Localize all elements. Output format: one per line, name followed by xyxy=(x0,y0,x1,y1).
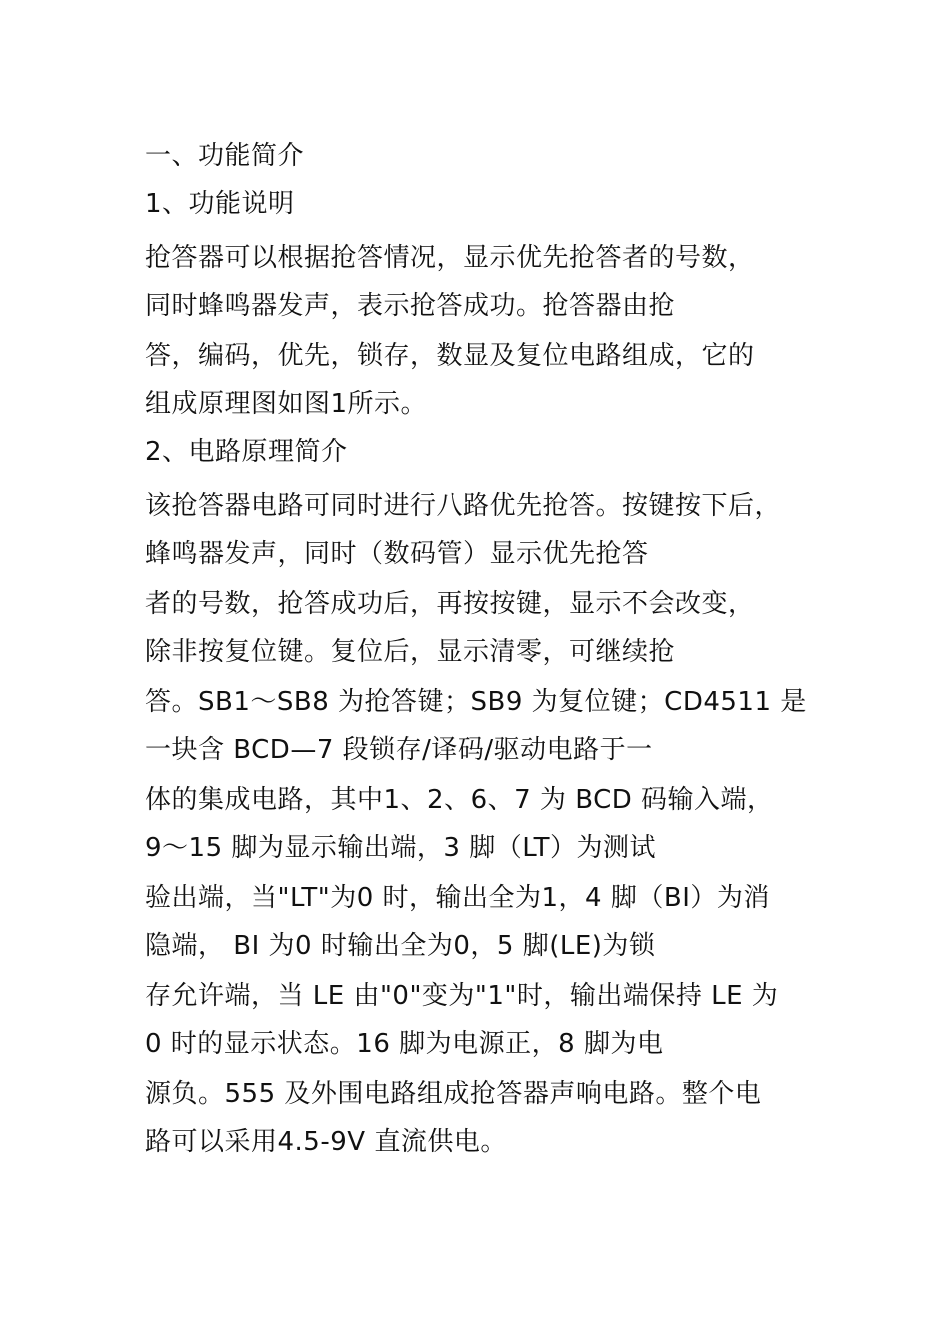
text-line: 验出端，当"LT"为0 时，输出全为1，4 脚（BI）为消 xyxy=(145,883,770,913)
text-line: 除非按复位键。复位后，显示清零，可继续抢 xyxy=(145,637,676,667)
text-line: 源负。555 及外围电路组成抢答器声响电路。整个电 xyxy=(145,1079,762,1109)
text-line: 路可以采用4.5-9V 直流供电。 xyxy=(145,1127,507,1157)
text-line: 抢答器可以根据抢答情况，显示优先抢答者的号数， xyxy=(145,243,755,273)
text-line: 隐端， BI 为0 时输出全为0，5 脚(LE)为锁 xyxy=(145,931,656,961)
text-line: 9～15 脚为显示输出端，3 脚（LT）为测试 xyxy=(145,833,656,863)
text-line: 组成原理图如图1所示。 xyxy=(145,389,428,419)
text-line: 0 时的显示状态。16 脚为电源正，8 脚为电 xyxy=(145,1029,664,1059)
paragraph-circuit-principle xyxy=(145,482,815,1166)
text-line: 该抢答器电路可同时进行八路优先抢答。按键按下后， xyxy=(145,491,782,521)
text-line: 一块含 BCD—7 段锁存/译码/驱动电路于一 xyxy=(145,735,653,765)
text-line: 蜂鸣器发声，同时（数码管）显示优先抢答 xyxy=(145,539,649,569)
section-heading: 一、功能简介 xyxy=(145,141,305,171)
paragraph-function-description xyxy=(145,234,815,428)
document-page xyxy=(145,132,815,1166)
text-line: 者的号数，抢答成功后，再按按键，显示不会改变， xyxy=(145,589,755,619)
subsection-heading-circuit-principle: 2、电路原理简介 xyxy=(145,437,348,467)
text-line: 答，编码，优先，锁存，数显及复位电路组成，它的 xyxy=(145,341,755,371)
text-line: 答。SB1～SB8 为抢答键；SB9 为复位键；CD4511 是 xyxy=(145,687,807,717)
subsection-heading-function-description: 1、功能说明 xyxy=(145,189,295,219)
text-line: 存允许端，当 LE 由"0"变为"1"时，输出端保持 LE 为 xyxy=(145,981,779,1011)
text-line: 体的集成电路，其中1、2、6、7 为 BCD 码输入端， xyxy=(145,785,774,815)
text-line: 同时蜂鸣器发声，表示抢答成功。抢答器由抢 xyxy=(145,291,676,321)
